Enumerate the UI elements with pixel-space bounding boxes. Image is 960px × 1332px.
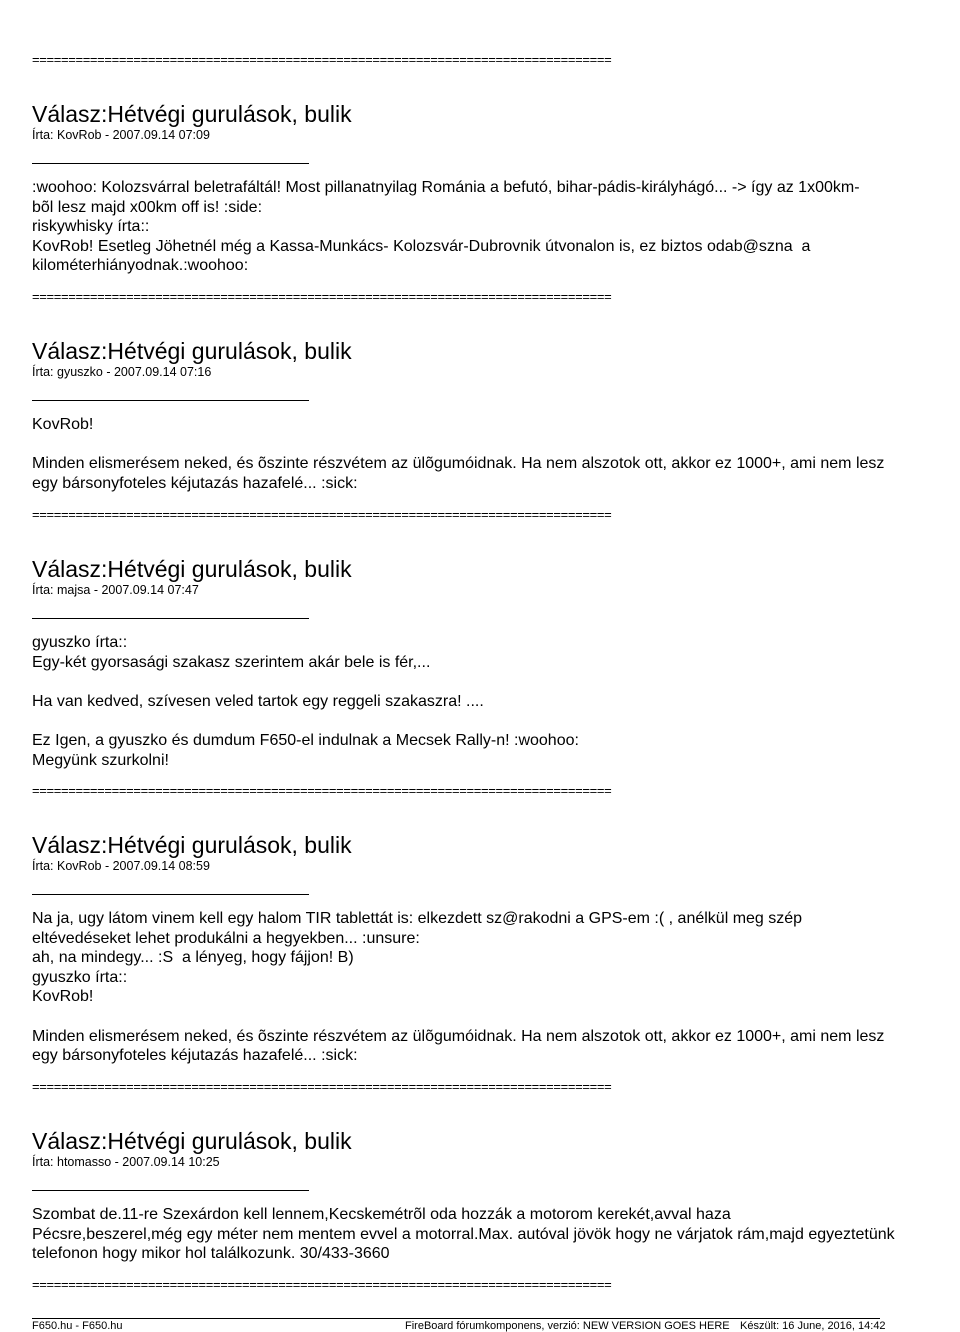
post-line: Minden elismerésem neked, és õszinte részvétem az ülõgumóidnak. Ha nem alszotok ott, akkor ez 1000+, ami nem lesz bbox=[32, 1027, 885, 1045]
post-line: Pécsre,beszerel,még egy méter nem mentem evvel a motorral.Max. autóval jövök hogy ne várjatok rám,majd egyeztetünk bbox=[32, 1225, 895, 1243]
post-line: gyuszko írta:: bbox=[32, 968, 128, 986]
post-line: Egy-két gyorsasági szakasz szerintem akár bele is fér,... bbox=[32, 653, 431, 671]
post-line: KovRob! bbox=[32, 416, 94, 433]
post-line: kilométerhiányodnak.:woohoo: bbox=[32, 257, 249, 275]
post-separator: ================================================================================ bbox=[32, 507, 612, 522]
post-title: Válasz:Hétvégi gurulások, bulik bbox=[32, 1128, 352, 1154]
forum-post bbox=[32, 338, 932, 493]
paragraph-gap bbox=[32, 672, 932, 692]
post-line: KovRob! bbox=[32, 988, 94, 1006]
post-line: Na ja, ugy látom vinem kell egy halom TIR tablettát is: elkezdett sz@rakodni a GPS-em :( , anélkül meg szép bbox=[32, 910, 803, 927]
post-separator: ================================================================================ bbox=[32, 783, 612, 798]
post-separator: ================================================================================ bbox=[32, 52, 612, 67]
post-meta: Írta: htomasso - 2007.09.14 10:25 bbox=[32, 1155, 220, 1169]
post-rule bbox=[32, 618, 309, 619]
forum-post bbox=[32, 832, 932, 1066]
post-body bbox=[32, 1205, 932, 1264]
forum-post bbox=[32, 1128, 932, 1264]
post-title: Válasz:Hétvégi gurulások, bulik bbox=[32, 338, 352, 364]
paragraph-gap bbox=[32, 711, 932, 731]
post-line: bõl lesz majd x00km off is! :side: bbox=[32, 198, 263, 216]
post-rule bbox=[32, 1190, 309, 1191]
post-rule bbox=[32, 400, 309, 401]
post-separator: ================================================================================ bbox=[32, 1277, 612, 1292]
post-line: eltévedéseket lehet produkálni a hegyekben... :unsure: bbox=[32, 929, 420, 947]
post-line: Minden elismerésem neked, és õszinte részvétem az ülõgumóidnak. Ha nem alszotok ott, akkor ez 1000+, ami nem lesz bbox=[32, 455, 885, 473]
footer-rule bbox=[32, 1318, 880, 1319]
post-rule bbox=[32, 163, 309, 164]
post-meta: Írta: KovRob - 2007.09.14 08:59 bbox=[32, 859, 210, 873]
post-body bbox=[32, 909, 932, 1066]
post-line: egy bársonyfoteles kéjutazás hazafelé... :sick: bbox=[32, 474, 358, 492]
post-line: egy bársonyfoteles kéjutazás hazafelé... :sick: bbox=[32, 1047, 358, 1065]
post-title: Válasz:Hétvégi gurulások, bulik bbox=[32, 832, 352, 858]
post-line: KovRob! Esetleg Jöhetnél még a Kassa-Munkács- Kolozsvár-Dubrovnik útvonalon is, ez biztos odab@szna a bbox=[32, 237, 811, 255]
post-line: Ez Igen, a gyuszko és dumdum F650-el indulnak a Mecsek Rally-n! :woohoo: bbox=[32, 731, 579, 749]
post-rule bbox=[32, 894, 309, 895]
post-line: ah, na mindegy... :S a lényeg, hogy fájjon! B) bbox=[32, 949, 354, 967]
forum-post bbox=[32, 556, 932, 770]
post-meta: Írta: KovRob - 2007.09.14 07:09 bbox=[32, 128, 210, 142]
page-footer bbox=[0, 1318, 960, 1332]
post-meta: Írta: majsa - 2007.09.14 07:47 bbox=[32, 583, 199, 597]
footer-component: FireBoard fórumkomponens, verzió: NEW VERSION GOES HERE bbox=[405, 1320, 730, 1332]
post-meta: Írta: gyuszko - 2007.09.14 07:16 bbox=[32, 365, 212, 379]
paragraph-gap bbox=[32, 1007, 932, 1027]
post-line: telefonon hogy mikor hol találkozunk. 30/433-3660 bbox=[32, 1245, 390, 1263]
post-line: Szombat de.11-re Szexárdon kell lennem,Kecskemétrõl oda hozzák a motorom kerekét,avval haza bbox=[32, 1206, 731, 1223]
post-separator: ================================================================================ bbox=[32, 289, 612, 304]
paragraph-gap bbox=[32, 435, 932, 455]
post-body bbox=[32, 633, 932, 770]
post-title: Válasz:Hétvégi gurulások, bulik bbox=[32, 101, 352, 127]
footer-site: F650.hu - F650.hu bbox=[32, 1320, 123, 1332]
post-separator: ================================================================================ bbox=[32, 1079, 612, 1094]
post-body bbox=[32, 415, 932, 493]
forum-post bbox=[32, 101, 932, 276]
post-line: :woohoo: Kolozsvárral beletrafáltál! Most pillanatnyilag Románia a befutó, bihar-pádis-királyhágó... -> így az 1x00km- bbox=[32, 179, 860, 196]
post-line: riskywhisky írta:: bbox=[32, 218, 150, 236]
post-title: Válasz:Hétvégi gurulások, bulik bbox=[32, 556, 352, 582]
footer-created: Készült: 16 June, 2016, 14:42 bbox=[740, 1320, 886, 1332]
post-line: Ha van kedved, szívesen veled tartok egy reggeli szakaszra! .... bbox=[32, 692, 484, 710]
post-line: Megyünk szurkolni! bbox=[32, 751, 169, 769]
post-body bbox=[32, 178, 932, 276]
post-line: gyuszko írta:: bbox=[32, 634, 128, 651]
